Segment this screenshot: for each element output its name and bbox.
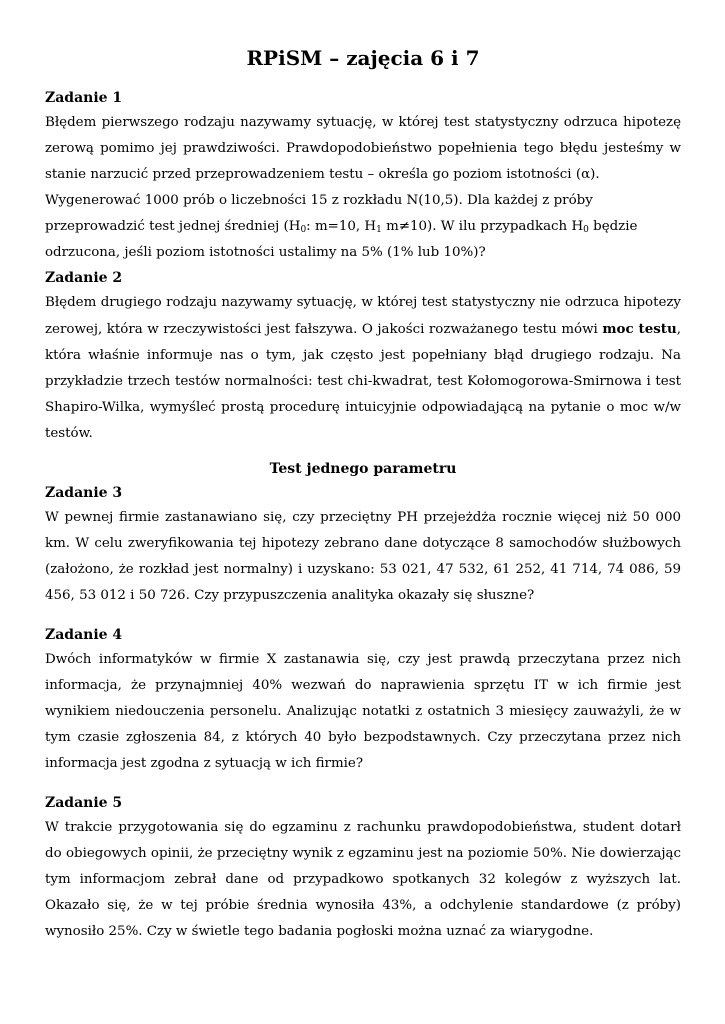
task-2 — [45, 266, 681, 447]
task-4 — [45, 623, 681, 777]
document-page — [45, 44, 681, 945]
task-2-text-part-a: Błędem drugiego rodzaju nazywamy sytuację, w której test statystyczny nie odrzuca hipotezy zerowej, która w rzeczywistości jest fałszywa. O jakości rozważanego testu mówi — [45, 295, 681, 337]
task-1-heading: Zadanie 1 — [45, 90, 123, 106]
task-1 — [45, 86, 681, 266]
task-1-question-part-d: będzie odrzucona, jeśli poziom istotności ustalimy na 5% (1% lub 10%)? — [45, 219, 638, 260]
task-2-text-part-b: , która właśnie informuje nas o tym, jak często jest popełniany błąd drugiego rodzaju. Na przykładzie trzech testów normalności: test chi-kwadrat, test Kołomogorowa-Smirnowa i test Shapiro-Wilka, wymyśleć prostą procedurę intuicyjnie odpowiadającą na pytanie o moc w/w testów. — [45, 322, 681, 441]
task-5-text: W trakcie przygotowania się do egzaminu z rachunku prawdopodobieństwa, student dotarł do obiegowych opinii, że przeciętny wynik z egzaminu jest na poziomie 50%. Nie dowierzając tym informacjom zebrał dane od przypadkowo spotkanych 32 kolegów z wyższych lat. Okazało się, że w tej próbie średnia wynosiła 43%, a odchylenie standardowe (z próby) wynosiło 25%. Czy w świetle tego badania pogłoski można uznać za wiarygodne. — [45, 820, 681, 939]
task-3-text: W pewnej firmie zastanawiano się, czy przeciętny PH przejeżdża rocznie więcej niż 50 000 km. W celu zweryfikowania tej hipotezy zebrano dane dotyczące 8 samochodów służbowych (założono, że rozkład jest normalny) i uzyskano: 53 021, 47 532, 61 252, 41 714, 74 086, 59 456, 53 012 i 50 726. Czy przypuszczenia analityka okazały się słuszne? — [45, 510, 681, 603]
task-3-heading: Zadanie 3 — [45, 485, 123, 501]
task-2-text — [45, 290, 681, 447]
h0-subscript-second: 0 — [583, 225, 589, 235]
task-1-question-part-b: : m=10, H — [306, 219, 377, 234]
task-1-intro: Błędem pierwszego rodzaju nazywamy sytuację, w której test statystyczny odrzuca hipotezę zerową pomimo jej prawdziwości. Prawdopodobieństwo popełnienia tego błędu jesteśmy w stanie narzucić przed przeprowadzeniem testu – określa go poziom istotności (α). — [45, 115, 681, 182]
task-4-text: Dwóch informatyków w firmie X zastanawia się, czy jest prawdą przeczytana przez nich informacja, że przynajmniej 40% wezwań do naprawienia sprzętu IT w ich firmie jest wynikiem niedouczenia personelu. Analizując notatki z ostatnich 3 miesięcy zauważyli, że w tym czasie zgłoszenia 84, z których 40 było bezpodstawnych. Czy przeczytana przez nich informacja jest zgodna z sytuacją w ich firmie? — [45, 652, 681, 771]
task-2-heading: Zadanie 2 — [45, 270, 123, 286]
task-2-bold-term: moc testu — [602, 321, 677, 337]
h0-subscript: 0 — [300, 225, 307, 235]
task-1-question — [45, 188, 681, 266]
task-1-question-part-a: Wygenerować 1000 prób o liczebności 15 z rozkładu N(10,5). Dla każdej z próby przeprowadzić test jednej średniej (H — [45, 193, 593, 234]
section-heading: Test jednego parametru — [269, 461, 457, 477]
task-5 — [45, 791, 681, 945]
task-5-heading: Zadanie 5 — [45, 795, 123, 811]
task-4-heading: Zadanie 4 — [45, 627, 123, 643]
h1-subscript: 1 — [376, 225, 382, 235]
task-1-question-part-c: m≠10). W ilu przypadkach H — [381, 219, 584, 234]
task-3 — [45, 481, 681, 609]
document-title: RPiSM – zajęcia 6 i 7 — [246, 46, 480, 70]
